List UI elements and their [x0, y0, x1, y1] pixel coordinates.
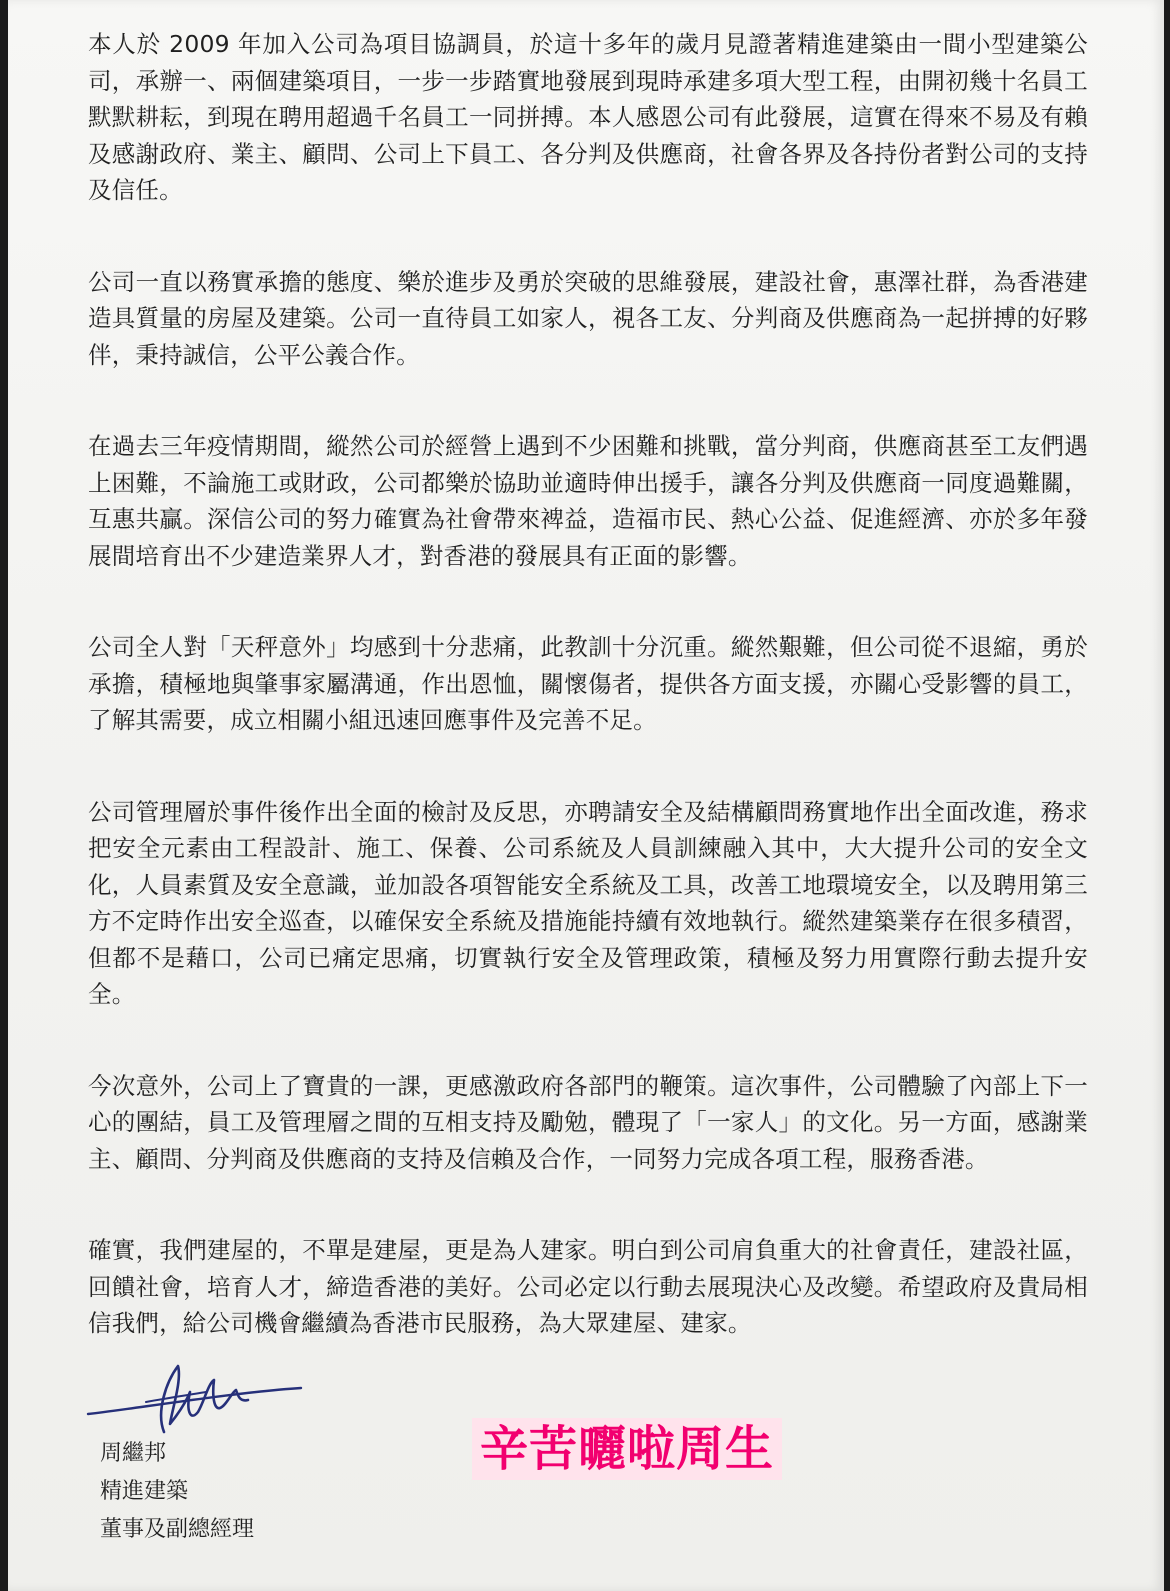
paragraph-3: 在過去三年疫情期間，縱然公司於經營上遇到不少困難和挑戰，當分判商，供應商甚至工友們遇上困難，不論施工或財政，公司都樂於協助並適時伸出援手，讓各分判及供應商一同度過難關，互惠共贏。深信公司的努力確實為社會帶來裨益，造福市民、熱心公益、促進經濟、亦於多年發展間培育出不少建造業界人才，對香港的發展具有正面的影響。 — [88, 432, 1088, 570]
paragraph-6: 今次意外，公司上了寶貴的一課，更感激政府各部門的鞭策。這次事件，公司體驗了內部上下一心的團結，員工及管理層之間的互相支持及勵勉，體現了「一家人」的文化。另一方面，感謝業主、顧問、分判商及供應商的支持及信賴及合作，一同努力完成各項工程，服務香港。 — [88, 1071, 1088, 1173]
signer-block — [100, 1435, 254, 1549]
signer-title: 董事及副總經理 — [100, 1517, 255, 1542]
paragraph-7: 確實，我們建屋的，不單是建屋，更是為人建家。明白到公司肩負重大的社會責任，建設社區，回饋社會，培育人才，締造香港的美好。公司必定以行動去展現決心及改變。希望政府及貴局相信我們，給公司機會繼續為香港市民服務，為大眾建屋、建家。 — [88, 1236, 1088, 1337]
paragraph-5: 公司管理層於事件後作出全面的檢討及反思，亦聘請安全及結構顧問務實地作出全面改進，務求把安全元素由工程設計、施工、保養、公司系統及人員訓練融入其中，大大提升公司的安全文化，人員素質及安全意識，並加設各項智能安全系統及工具，改善工地環境安全，以及聘用第三方不定時作出安全巡查，以確保安全系統及措施能持續有效地執行。縱然建築業存在很多積習，但都不是藉口，公司已痛定思痛，切實執行安全及管理政策，積極及努力用實際行動去提升安全。 — [88, 797, 1088, 1008]
letter-page — [8, 0, 1164, 1591]
signer-name: 周繼邦 — [100, 1441, 167, 1466]
handwritten-signature — [86, 1362, 316, 1442]
paragraph-2: 公司一直以務實承擔的態度、樂於進步及勇於突破的思維發展，建設社會，惠澤社群，為香港建造具質量的房屋及建築。公司一直待員工如家人，視各工友、分判商及供應商為一起拼搏的好夥伴，秉持誠信，公平公義合作。 — [88, 267, 1088, 369]
paragraph-1: 本人於 2009 年加入公司為項目協調員，於這十多年的歲月見證著精進建築由一間小型建築公司，承辦一、兩個建築項目，一步一步踏實地發展到現時承建多項大型工程，由開初幾十名員工默默耕耘，到現在聘用超過千名員工一同拼搏。本人感恩公司有此發展，這實在得來不易及有賴及感謝政府、業主、顧問、公司上下員工、各分判及供應商，社會各界及各持份者對公司的支持及信任。 — [88, 30, 1088, 204]
letter-body — [88, 26, 1088, 1397]
paragraph-4: 公司全人對「天秤意外」均感到十分悲痛，此教訓十分沉重。縱然艱難，但公司從不退縮，勇於承擔，積極地與肇事家屬溝通，作出恩恤，關懷傷者，提供各方面支援，亦關心受影響的員工，了解其需要，成立相關小組迅速回應事件及完善不足。 — [88, 633, 1088, 734]
pink-caption-sticker: 辛苦曬啦周生 — [472, 1418, 782, 1480]
signer-company: 精進建築 — [100, 1479, 189, 1504]
